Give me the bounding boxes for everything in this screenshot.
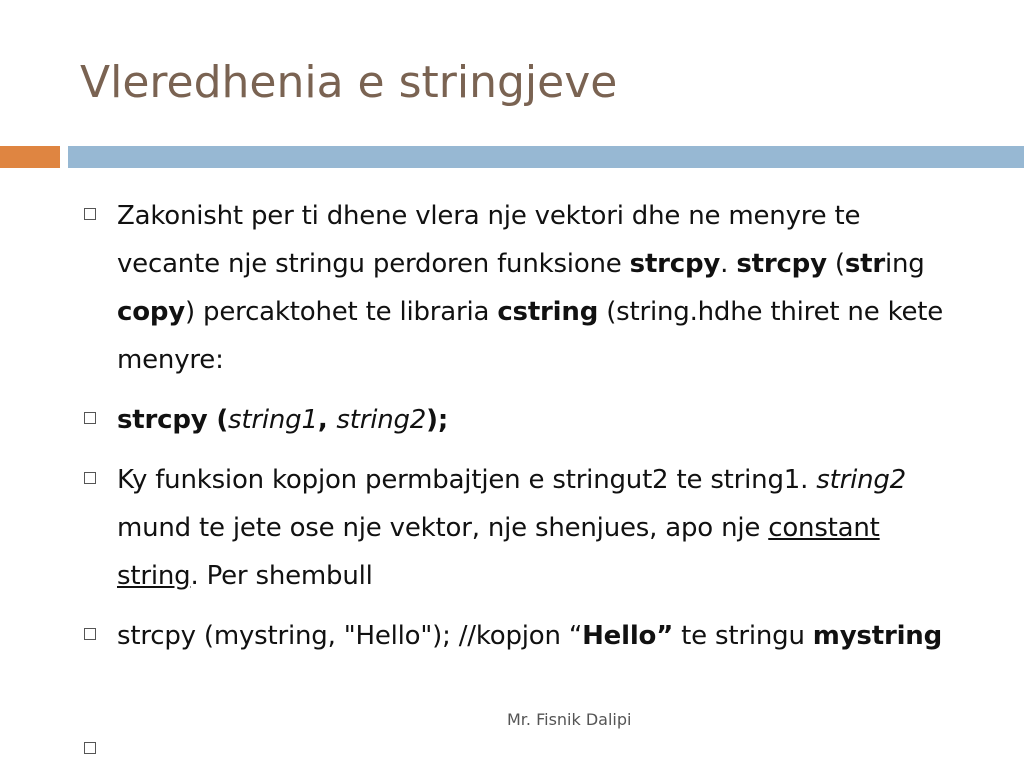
square-bullet-icon: [84, 742, 96, 754]
text-segment-bold: cstring: [497, 297, 599, 327]
text-segment-bold: ,: [317, 405, 337, 435]
text-segment-bold: Hello”: [582, 621, 674, 651]
text-segment: mund te jete ose nje vektor, nje shenjues, apo nje: [117, 513, 769, 543]
text-segment-italic: string2: [816, 465, 907, 495]
text-segment: (string.hdhe thiret ne kete menyre:: [117, 297, 944, 375]
bullet-item-empty: [80, 736, 120, 766]
footer-author: Mr. Fisnik Dalipi: [507, 710, 632, 729]
text-segment-italic: string1: [228, 405, 318, 435]
bullet-list: [80, 192, 960, 672]
text-segment-bold: strcpy (: [117, 405, 229, 435]
text-segment-bold: copy: [117, 297, 186, 327]
bullet-item-function-description: [80, 456, 960, 600]
text-segment-italic: string2: [336, 405, 427, 435]
text-segment: Ky funksion kopjon permbajtjen e stringut2 te string1.: [117, 465, 817, 495]
square-bullet-icon: [84, 628, 96, 640]
text-segment: strcpy (mystring, "Hello"); //kopjon “: [117, 621, 583, 651]
text-segment-bold: strcpy: [736, 249, 827, 279]
text-segment-bold: strcpy: [629, 249, 721, 279]
bullet-item-strcpy-intro: [80, 192, 960, 384]
bullet-item-strcpy-syntax: [80, 396, 960, 444]
text-segment: te stringu: [673, 621, 813, 651]
accent-bar-blue: [68, 146, 1024, 168]
slide-title: Vleredhenia e stringjeve: [80, 57, 618, 108]
text-segment-bold: str: [844, 249, 885, 279]
text-segment: . Per shembull: [190, 561, 373, 591]
text-segment-bold: );: [426, 405, 449, 435]
square-bullet-icon: [84, 412, 96, 424]
square-bullet-icon: [84, 208, 96, 220]
text-segment-bold: mystring: [812, 621, 942, 651]
text-segment-underlined: constant string: [117, 513, 880, 591]
square-bullet-icon: [84, 472, 96, 484]
accent-bar-orange: [0, 146, 60, 168]
text-segment: (: [826, 249, 845, 279]
text-segment: ) percaktohet te libraria: [185, 297, 498, 327]
text-segment: Zakonisht per ti dhene vlera nje vektori dhe ne menyre te vecante nje stringu perdoren funksione: [117, 201, 861, 279]
text-segment: .: [720, 249, 737, 279]
bullet-item-example: [80, 612, 960, 660]
text-segment: ing: [884, 249, 925, 279]
